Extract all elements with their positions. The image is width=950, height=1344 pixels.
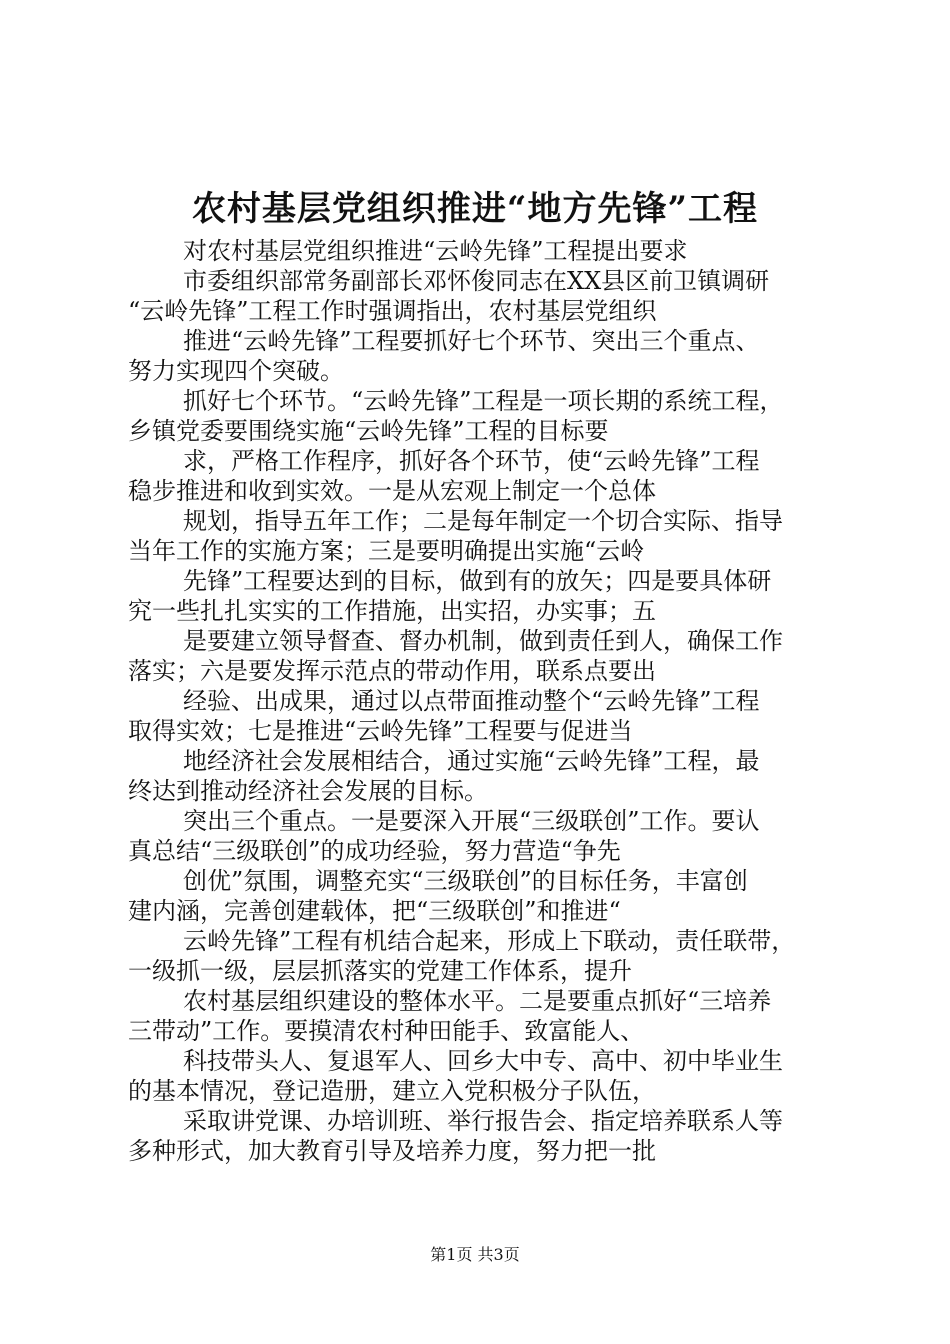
document-title: 农村基层党组织推进“地方先锋”工程 [191, 189, 759, 229]
body-text-line: 建内涵，完善创建载体，把“三级联创”和推进“ [128, 897, 621, 925]
body-text-line: 市委组织部常务副部长邓怀俊同志在XX县区前卫镇调研 [183, 267, 770, 295]
body-text-line: 三带动”工作。要摸清农村种田能手、致富能人、 [128, 1017, 645, 1045]
body-text-line: 突出三个重点。一是要深入开展“三级联创”工作。要认 [183, 807, 760, 835]
body-text-line: 当年工作的实施方案；三是要明确提出实施“云岭 [128, 537, 645, 565]
body-text-line: 究一些扎扎实实的工作措施，出实招，办实事；五 [128, 597, 656, 625]
body-text-line: 一级抓一级，层层抓落实的党建工作体系，提升 [128, 957, 632, 985]
body-text-line: 多种形式，加大教育引导及培养力度，努力把一批 [128, 1137, 656, 1165]
body-text-line: 农村基层组织建设的整体水平。二是要重点抓好“三培养 [183, 987, 772, 1015]
body-text-line: 终达到推动经济社会发展的目标。 [128, 777, 488, 805]
body-text-line: 落实；六是要发挥示范点的带动作用，联系点要出 [128, 657, 656, 685]
body-text-line: 是要建立领导督查、督办机制，做到责任到人，确保工作 [183, 627, 783, 655]
body-text-line: “云岭先锋”工程工作时强调指出，农村基层党组织 [128, 297, 657, 325]
body-text-line: 规划，指导五年工作；二是每年制定一个切合实际、指导 [183, 507, 783, 535]
body-text-line: 云岭先锋”工程有机结合起来，形成上下联动，责任联带， [183, 927, 796, 955]
body-text-line: 求，严格工作程序，抓好各个环节，使“云岭先锋”工程 [183, 447, 760, 475]
body-text-line: 地经济社会发展相结合，通过实施“云岭先锋”工程，最 [183, 747, 760, 775]
body-text-line: 经验、出成果，通过以点带面推动整个“云岭先锋”工程 [183, 687, 760, 715]
document-body [128, 236, 838, 1166]
body-text-line: 取得实效；七是推进“云岭先锋”工程要与促进当 [128, 717, 633, 745]
body-text-line: 真总结“三级联创”的成功经验，努力营造“争先 [128, 837, 621, 865]
body-text-line: 抓好七个环节。“云岭先锋”工程是一项长期的系统工程， [183, 387, 784, 415]
body-text-line: 稳步推进和收到实效。一是从宏观上制定一个总体 [128, 477, 656, 505]
body-text-line: 采取讲党课、办培训班、举行报告会、指定培养联系人等 [183, 1107, 783, 1135]
body-text-line: 的基本情况，登记造册，建立入党积极分子队伍， [128, 1077, 656, 1105]
body-text-line: 乡镇党委要围绕实施“云岭先锋”工程的目标要 [128, 417, 609, 445]
body-text-line: 先锋”工程要达到的目标，做到有的放矢；四是要具体研 [183, 567, 772, 595]
body-text-line: 努力实现四个突破。 [128, 357, 344, 385]
page-number-footer: 第1页 共3页 [430, 1245, 520, 1264]
body-text-line: 推进“云岭先锋”工程要抓好七个环节、突出三个重点、 [183, 327, 760, 355]
body-text-line: 科技带头人、复退军人、回乡大中专、高中、初中毕业生 [183, 1047, 783, 1075]
body-text-line: 对农村基层党组织推进“云岭先锋”工程提出要求 [183, 237, 688, 265]
body-text-line: 创优”氛围，调整充实“三级联创”的目标任务，丰富创 [183, 867, 748, 895]
